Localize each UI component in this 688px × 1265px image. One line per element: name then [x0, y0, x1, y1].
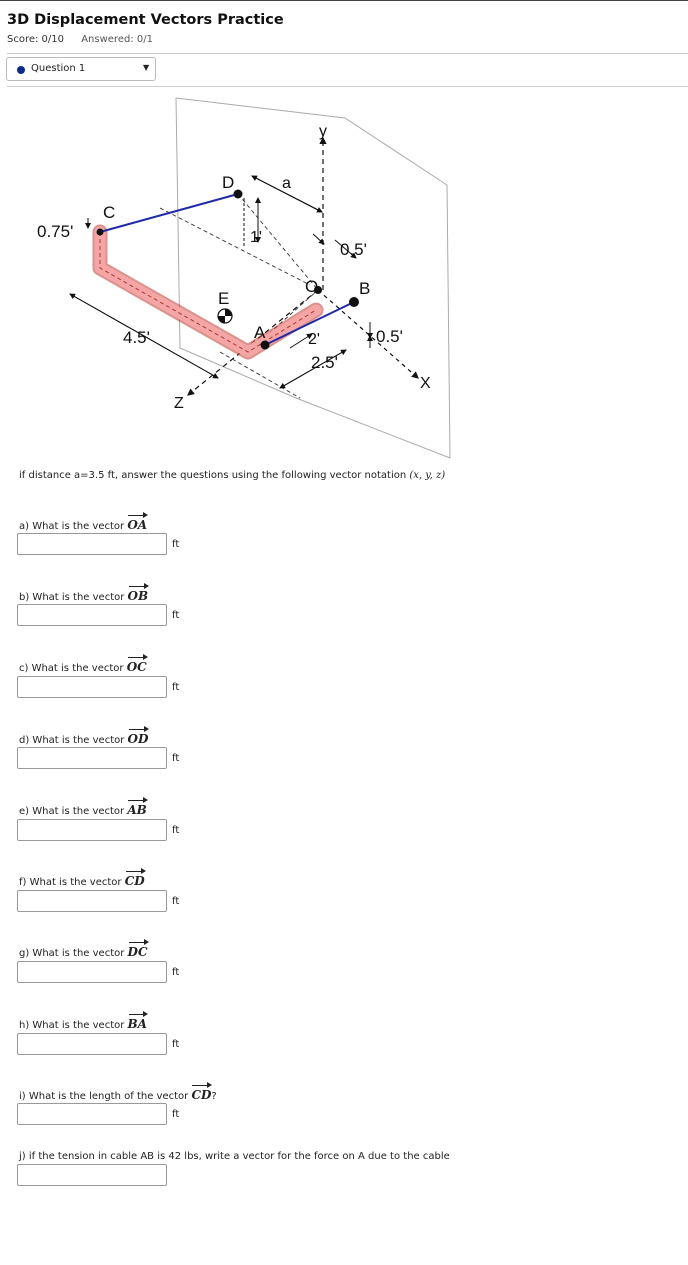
answer-input-a[interactable]: [17, 533, 167, 555]
label-dim-05-top: 0.5': [340, 240, 367, 259]
answer-input-i[interactable]: [17, 1103, 167, 1125]
score-line: [7, 34, 153, 45]
label-z: Z: [174, 395, 184, 412]
question-f: [19, 871, 145, 888]
question-b: [19, 586, 148, 603]
question-c: [19, 657, 147, 674]
unit-label: ft: [172, 682, 180, 693]
unit-label: ft: [172, 753, 180, 764]
intro-text: if distance a=3.5 ft, answer the questions using the following vector notation: [19, 470, 410, 481]
question-suffix: ?: [211, 1091, 217, 1102]
point-d: [234, 190, 243, 199]
vector-label: CD: [125, 871, 145, 888]
unit-label: ft: [172, 967, 180, 978]
label-o: O: [305, 277, 319, 296]
question-select-label: Question 1: [31, 63, 86, 74]
question-text: j) if the tension in cable AB is 42 lbs, write a vector for the force on A due to the cable: [19, 1151, 450, 1162]
label-b: B: [359, 279, 371, 298]
answer-input-e[interactable]: [17, 819, 167, 841]
answer-input-c[interactable]: [17, 676, 167, 698]
unit-label: ft: [172, 1109, 180, 1120]
question-text: e) What is the vector: [19, 806, 128, 817]
vector-label: OA: [127, 515, 147, 532]
question-text: c) What is the vector: [19, 663, 127, 674]
label-x: X: [420, 375, 431, 392]
answer-input-j[interactable]: [17, 1164, 167, 1186]
question-text: h) What is the vector: [19, 1020, 128, 1031]
answer-input-f[interactable]: [17, 890, 167, 912]
vector-label: DC: [128, 942, 148, 959]
label-a: a: [282, 175, 291, 192]
answer-input-h[interactable]: [17, 1033, 167, 1055]
vector-label: OB: [128, 586, 149, 603]
vector-label: OD: [128, 729, 149, 746]
label-c: C: [103, 203, 116, 222]
problem-figure: [0, 90, 460, 460]
answer-input-g[interactable]: [17, 961, 167, 983]
centroid-icon: [218, 309, 232, 323]
question-i: [19, 1085, 217, 1102]
vector-label: OC: [127, 657, 147, 674]
question-text: i) What is the length of the vector: [19, 1091, 192, 1102]
top-border: [0, 0, 688, 1]
vector-label: CD: [191, 1085, 211, 1102]
label-y: y: [319, 123, 327, 140]
question-text: a) What is the vector: [19, 521, 128, 532]
label-dim-1: 1': [250, 229, 262, 246]
question-select[interactable]: [6, 57, 156, 81]
divider: [7, 86, 688, 87]
vector-label: BA: [128, 1014, 147, 1031]
question-j: [19, 1151, 450, 1162]
divider: [7, 53, 688, 54]
answer-input-d[interactable]: [17, 747, 167, 769]
status-dot-icon: [17, 66, 25, 74]
question-text: d) What is the vector: [19, 735, 128, 746]
question-text: f) What is the vector: [19, 877, 125, 888]
unit-label: ft: [172, 610, 180, 621]
page-title: 3D Displacement Vectors Practice: [7, 12, 284, 28]
problem-statement: [19, 470, 445, 481]
question-d: [19, 729, 148, 746]
label-e: E: [218, 289, 230, 308]
label-dim-075: 0.75': [37, 222, 74, 241]
label-dim-25: 2.5': [311, 353, 338, 372]
question-text: g) What is the vector: [19, 948, 128, 959]
unit-label: ft: [172, 539, 180, 550]
label-d: D: [222, 173, 235, 192]
label-dim-45: 4.5': [123, 328, 150, 347]
label-a-point: A: [254, 323, 266, 342]
question-e: [19, 800, 147, 817]
unit-label: ft: [172, 896, 180, 907]
point-c: [97, 229, 104, 236]
label-dim-2: 2': [308, 331, 320, 348]
question-a: [19, 515, 147, 532]
answer-input-b[interactable]: [17, 604, 167, 626]
chevron-down-icon: ▼: [143, 63, 150, 72]
notation-math: (x, y, z): [409, 470, 446, 481]
question-h: [19, 1014, 147, 1031]
score-text: Score: 0/10: [7, 34, 65, 45]
unit-label: ft: [172, 825, 180, 836]
vector-label: AB: [127, 800, 146, 817]
label-dim-05-right: 0.5': [376, 327, 403, 346]
question-g: [19, 942, 148, 959]
point-b: [349, 297, 359, 307]
unit-label: ft: [172, 1039, 180, 1050]
question-text: b) What is the vector: [19, 592, 128, 603]
answered-text: Answered: 0/1: [81, 34, 153, 45]
